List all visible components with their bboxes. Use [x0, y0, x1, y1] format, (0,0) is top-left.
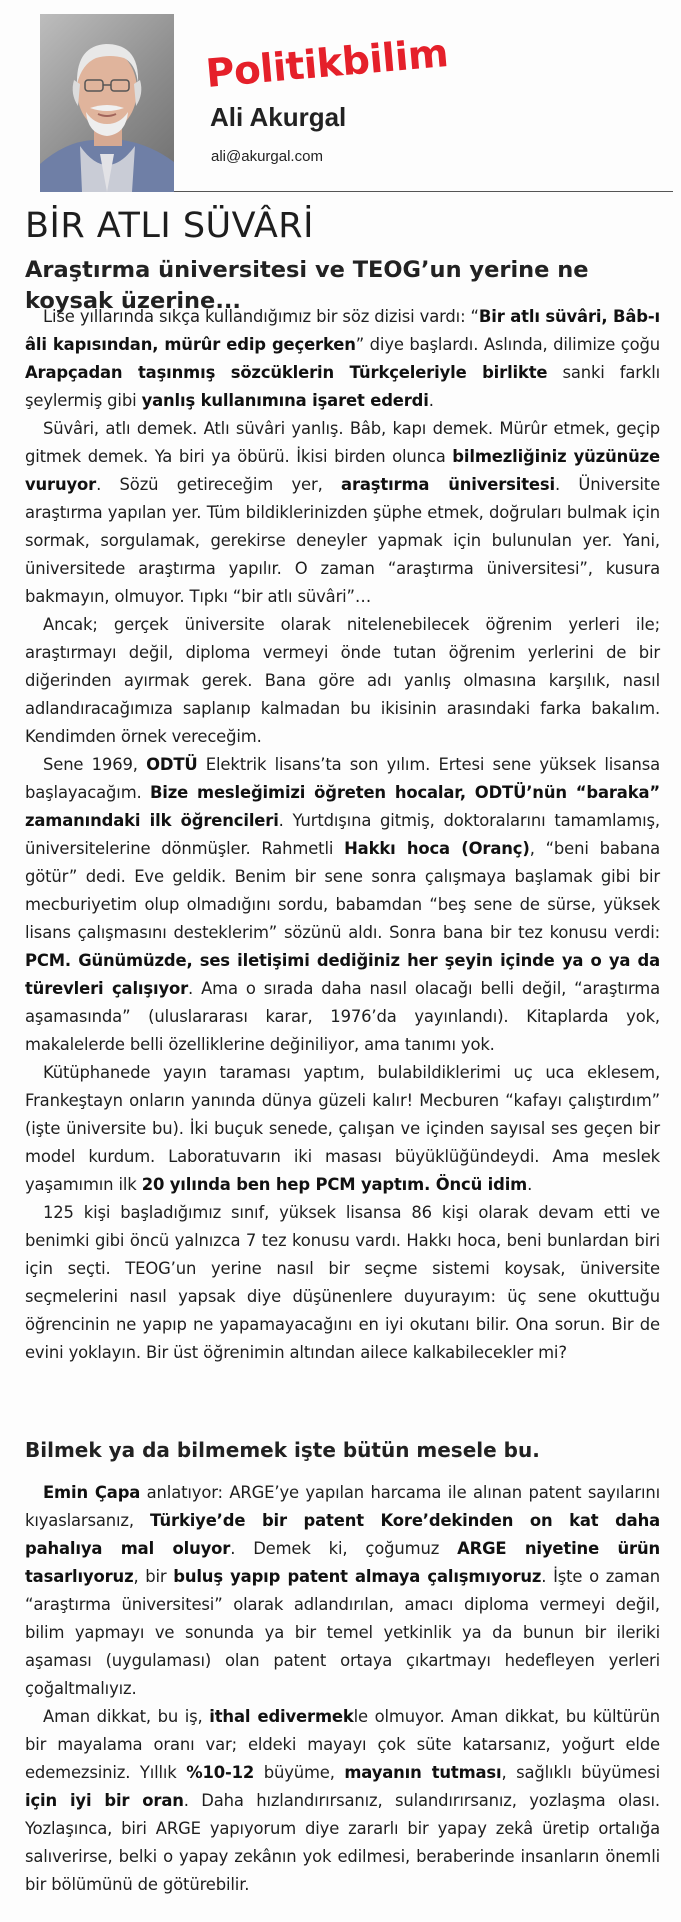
body-paragraph	[25, 303, 660, 415]
text-run: Sene 1969,	[43, 755, 147, 774]
bold-run: bilmezliğiniz yüzünüze vuruyor	[25, 447, 660, 494]
body-paragraph	[25, 751, 660, 1059]
column-name: Politikbilim	[204, 31, 450, 98]
article-body-part-1	[25, 303, 660, 1367]
author-photo	[40, 14, 174, 192]
article-body-part-2	[25, 1479, 660, 1899]
bold-run: Hakkı hoca (Oranç)	[344, 839, 530, 858]
bold-run: ARGE niyetine ürün tasarlıyoruz	[25, 1539, 660, 1586]
text-run: Elektrik lisans’ta son yılım. Ertesi sene yüksek lisansa başlayacağım.	[25, 755, 661, 802]
body-paragraph	[25, 1199, 660, 1367]
article-title: BİR ATLI SÜVÂRİ	[25, 206, 314, 246]
bold-run: yanlış kullanımına işaret ederdi	[141, 391, 429, 410]
text-run: , bir	[133, 1567, 174, 1586]
text-run: , sağlıklı büyümesi	[501, 1763, 660, 1782]
bold-run: %10-12	[186, 1763, 255, 1782]
text-run: . Sözü getireceğim yer,	[96, 475, 342, 494]
header-divider	[174, 191, 673, 192]
bold-run: Arapçadan taşınmış sözcüklerin Türkçeleriyle birlikte	[25, 363, 548, 382]
text-run: , “beni babana götür” dedi. Eve geldik. Benim bir sene sonra çalışmaya başlamak gibi bir mecburiyetim olup olmadığını sordu, babamdan “beş sene de sürse, yüksek lisans çalışmasını desteklerim” sözünü aldı. Sonra bana bir tez konusu verdi:	[25, 839, 660, 942]
bold-run: ODTÜ	[146, 755, 198, 774]
column-header	[0, 0, 681, 192]
bold-run: mayanın tutması	[344, 1763, 502, 1782]
text-run: 125 kişi başladığımız sınıf, yüksek lisansa 86 kişi olarak devam etti ve benimki gibi öncü yalnızca 7 tez konusu vardı. Hakkı hoca, beni bunlardan biri için seçti. TEOG’un yerine nasıl bir seçme sistemi koysak, üniversite seçmelerini nasıl yapsak diye düşünenlere duyurayım: üç sene okuttuğu öğrencinin ne yapıp ne yapamayacağını en iyi okutanı bilir. Ona sorun. Bir de evini yoklayın. Bir üst öğrenimin altından ailece kalkabilecekler mi?	[25, 1203, 660, 1362]
text-run: le olmuyor. Aman dikkat, bu kültürün bir mayalama oranı var; eldeki mayayı çok süte katarsanız, yoğurt elde edemezsiniz. Yıllık	[25, 1707, 660, 1782]
text-run: . Üniversite araştırma yapılan yer. Tüm bildiklerinizden şüphe etmek, doğruları bulmak için sormak, sorgulamak, gerekirse deneyler yapmak için bulunulan yer. Yani, üniversitede araştırma yapılır. O zaman “araştırma üniversitesi”, kusura bakmayın, olmuyor. Tıpkı “bir atlı süvâri”…	[25, 475, 660, 606]
body-paragraph	[25, 1479, 660, 1703]
text-run: . İşte o zaman “araştırma üniversitesi” olarak adlandırılan, amacı diploma vermeyi değil, bilim yapmayı ve sonunda ya bir temel yetkinlik ya da bunun bir ileriki aşaması (uygulaması) olan patent ortaya çıkartmayı hedefleyen yerleri çoğaltmalıyız.	[25, 1567, 660, 1698]
text-run: Aman dikkat, bu iş,	[43, 1707, 210, 1726]
text-run: . Demek ki, çoğumuz	[230, 1539, 458, 1558]
bold-run: ithal edivermek	[209, 1707, 354, 1726]
text-run: . Yurtdışına gitmiş, doktoralarını tamamlamış, üniversitelerine dönmüşler. Rahmetli	[25, 811, 660, 858]
bold-run: buluş yapıp patent almaya çalışmıyoruz	[173, 1567, 542, 1586]
text-run: Süvâri, atlı demek. Atlı süvâri yanlış. Bâb, kapı demek. Mürûr etmek, geçip gitmek demek. Ya biri ya öbürü. İkisi birden olunca	[25, 419, 660, 466]
body-paragraph	[25, 1059, 660, 1199]
text-run: Lise yıllarında sıkça kullandığımız bir söz dizisi vardı: “	[43, 307, 479, 326]
bold-run: Türkiye’de bir patent Kore’dekinden on kat daha pahalıya mal oluyor	[25, 1511, 661, 1558]
body-paragraph	[25, 415, 660, 611]
bold-run: PCM. Günümüzde, ses iletişimi dediğiniz her şeyin içinde ya o ya da türevleri çalışıyor	[25, 951, 660, 998]
body-paragraph	[25, 611, 660, 751]
bold-run: için iyi bir oran	[25, 1791, 184, 1810]
bold-run: Bize mesleğimizi öğreten hocalar, ODTÜ’nün “baraka” zamanındaki ilk öğrencileri	[25, 783, 660, 830]
text-run: . Ama o sırada daha nasıl olacağı belli değil, “araştırma aşamasında” (uluslararası karar, 1976’da yayınlandı). Kitaplarda yok, makalelerde belli özelliklerine değiniliyor, ama tanımı yok.	[25, 979, 660, 1054]
text-run: . Daha hızlandırırsanız, sulandırırsanız, yozlaşma olası. Yozlaşınca, biri ARGE yapıyorum diye zararlı bir yapay zekâ üretip ortalığa salıverirse, belki o yapay zekânın yok edilmesi, beraberinde insanların önemli bir bölümünü de götürebilir.	[25, 1791, 660, 1894]
body-paragraph	[25, 1703, 660, 1899]
text-run: Ancak; gerçek üniversite olarak nitelenebilecek öğrenim yerleri ile; araştırmayı değil, diploma vermeyi önde tutan öğrenim yerlerini de bir diğerinden ayırmak gerek. Bana göre adı yanlış olmasına karşılık, nasıl adlandıracağımıza saplanıp kalmadan bu ikisinin arasındaki farka bakalım. Kendimden örnek vereceğim.	[25, 615, 660, 746]
article-subtitle: Araştırma üniversitesi ve TEOG’un yerine ne koysak üzerine...	[25, 257, 589, 314]
text-run: büyüme,	[254, 1763, 345, 1782]
text-run: .	[428, 391, 434, 410]
bold-run: Emin Çapa	[43, 1483, 141, 1502]
text-run: Kütüphanede yayın taraması yaptım, bulabildiklerimi uç uca eklesem, Frankeştayn onların yanında dünya güzeli kalır! Mecburen “kafayı çalıştırdım” (işte üniversite bu). İki buçuk senede, çalışan ve içinden sayısal ses geçen bir model kurdum. Laboratuvarın iki masası büyüklüğündeydi. Ama meslek yaşamımın ilk	[25, 1063, 660, 1194]
bold-run: 20 yılında ben hep PCM yaptım. Öncü idim	[141, 1175, 528, 1194]
author-email[interactable]: ali@akurgal.com	[211, 148, 323, 165]
bold-run: araştırma üniversitesi	[341, 475, 555, 494]
text-run: .	[527, 1175, 533, 1194]
text-run: sanki farklı şeylermiş gibi	[25, 363, 660, 410]
text-run: anlatıyor: ARGE’ye yapılan harcama ile alınan patent sayılarını kıyaslarsanız,	[25, 1483, 660, 1530]
author-name: Ali Akurgal	[210, 102, 347, 132]
text-run: ” diye başlardı. Aslında, dilimize çoğu	[355, 335, 660, 354]
bold-run: Bir atlı süvâri, Bâb-ı âli kapısından, mürûr edip geçerken	[25, 307, 661, 354]
section-title: Bilmek ya da bilmemek işte bütün mesele bu.	[25, 1438, 540, 1462]
